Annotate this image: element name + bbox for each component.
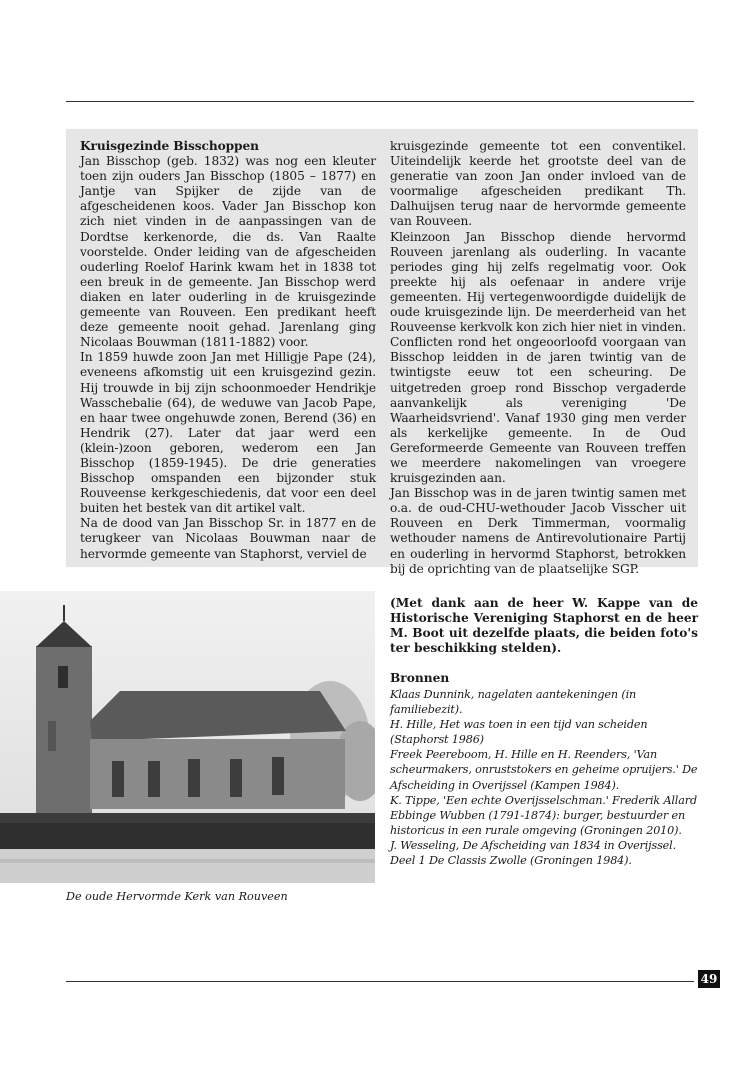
page-number: 49 xyxy=(698,970,720,988)
article-paragraph: In 1859 huwde zoon Jan met Hilligje Pape (24), eveneens afkomstig uit een kruisgezind gezin. Hij trouwde in bij zijn schoonmoeder Hendrikje Wasschebalie (64), de weduwe van Jacob Pape, en haar twee ongehuwde zonen, Berend (36) en Hendrik (27). Later dat jaar werd een (klein-)zoon geboren, wederom een Jan Bisschop (1859-1945). De drie generaties Bisschop omspanden een bijzonder stuk Rouveense kerkgeschiedenis, dat voor een deel buiten het bestek van dit artikel valt. xyxy=(80,350,376,516)
article-heading: Kruisgezinde Bisschoppen xyxy=(80,139,259,153)
article-paragraph: Kleinzoon Jan Bisschop diende hervormd Rouveen jarenlang als ouderling. In vacante periodes ging hij zelfs regelmatig voor. Ook preekte hij als oefenaar in andere vrije gemeenten. Hij vertegenwoordigde duidelijk de oude kruisgezinde lijn. De meerderheid van het Rouveense kerkvolk kon zich hier niet in vinden. Conflicten rond het ongeoorloofd voorgaan van Bisschop leidden in de jaren twintig van de twintigste eeuw tot een scheuring. De uitgetreden groep rond Bisschop vergaderde aanvankelijk als vereniging 'De Waarheidsvriend'. Vanaf 1930 ging men verder als kerkelijke gemeente. In de Oud Gereformeerde Gemeente van Rouveen treffen we meerdere nakomelingen van vroegere kruisgezinden aan. xyxy=(390,229,686,486)
sources-list xyxy=(390,687,698,868)
top-divider xyxy=(66,101,694,102)
source-entry: Klaas Dunnink, nagelaten aantekeningen (in familiebezit). xyxy=(390,688,637,717)
photo-caption: De oude Hervormde Kerk van Rouveen xyxy=(66,890,288,903)
article-paragraph: kruisgezinde gemeente tot een conventikel. Uiteindelijk keerde het grootste deel van de generatie van zoon Jan onder invloed van de voormalige afgescheiden predikant Th. Dalhuijsen terug naar de hervormde gemeente van Rouveen. xyxy=(390,139,686,229)
church-illustration xyxy=(0,591,375,883)
article-paragraph: Na de dood van Jan Bisschop Sr. in 1877 en de terugkeer van Nicolaas Bouwman naar de hervormde gemeente van Staphorst, verviel de xyxy=(80,516,376,561)
acknowledgement: (Met dank aan de heer W. Kappe van de Historische Vereniging Staphorst en de heer M. Boot uit dezelfde plaats, die beiden foto's ter beschikking stelden). xyxy=(390,596,698,655)
source-entry: H. Hille, Het was toen in een tijd van scheiden (Staphorst 1986) xyxy=(390,718,648,747)
source-entry: J. Wesseling, De Afscheiding van 1834 in Overijssel. Deel 1 De Classis Zwolle (Groningen 1984). xyxy=(390,838,676,868)
church-photo xyxy=(0,591,375,883)
bottom-divider xyxy=(66,981,694,982)
source-entry: K. Tippe, 'Een echte Overijsselschman.' Frederik Allard Ebbinge Wubben (1791-1874): burger, bestuurder en historicus in een rurale omgeving (Groningen 2010). xyxy=(390,793,697,837)
article-paragraph: Jan Bisschop was in de jaren twintig samen met o.a. de oud-CHU-wethouder Jacob Visscher uit Rouveen en Derk Timmerman, voormalig wethouder namens de Antirevolutionaire Partij en ouderling in hervormd Staphorst, betrokken bij de oprichting van de plaatselijke SGP. xyxy=(390,486,686,576)
article-column-right xyxy=(390,139,686,577)
article-paragraph: Jan Bisschop (geb. 1832) was nog een kleuter toen zijn ouders Jan Bisschop (1805 – 1877) en Jantje van Spijker de zijde van de afgescheidenen koos. Vader Jan Bisschop kon zich niet vinden in de aanpassingen van de Dordtse kerkenorde, die ds. Van Raalte voorstelde. Onder leiding van de afgescheiden ouderling Roelof Harink kwam het in 1838 tot een breuk in de gemeente. Jan Bisschop werd diaken en later ouderling in de kruisgezinde gemeente van Rouveen. Een predikant heeft deze gemeente nooit gehad. Jarenlang ging Nicolaas Bouwman (1811-1882) voor. xyxy=(80,154,376,350)
source-entry: Freek Peereboom, H. Hille en H. Reenders, 'Van scheurmakers, onruststokers en geheime opruijers.' De Afscheiding in Overijssel (Kampen 1984). xyxy=(390,748,698,792)
sources-heading: Bronnen xyxy=(390,671,450,685)
article-column-left xyxy=(80,139,376,562)
article-box xyxy=(66,129,698,576)
